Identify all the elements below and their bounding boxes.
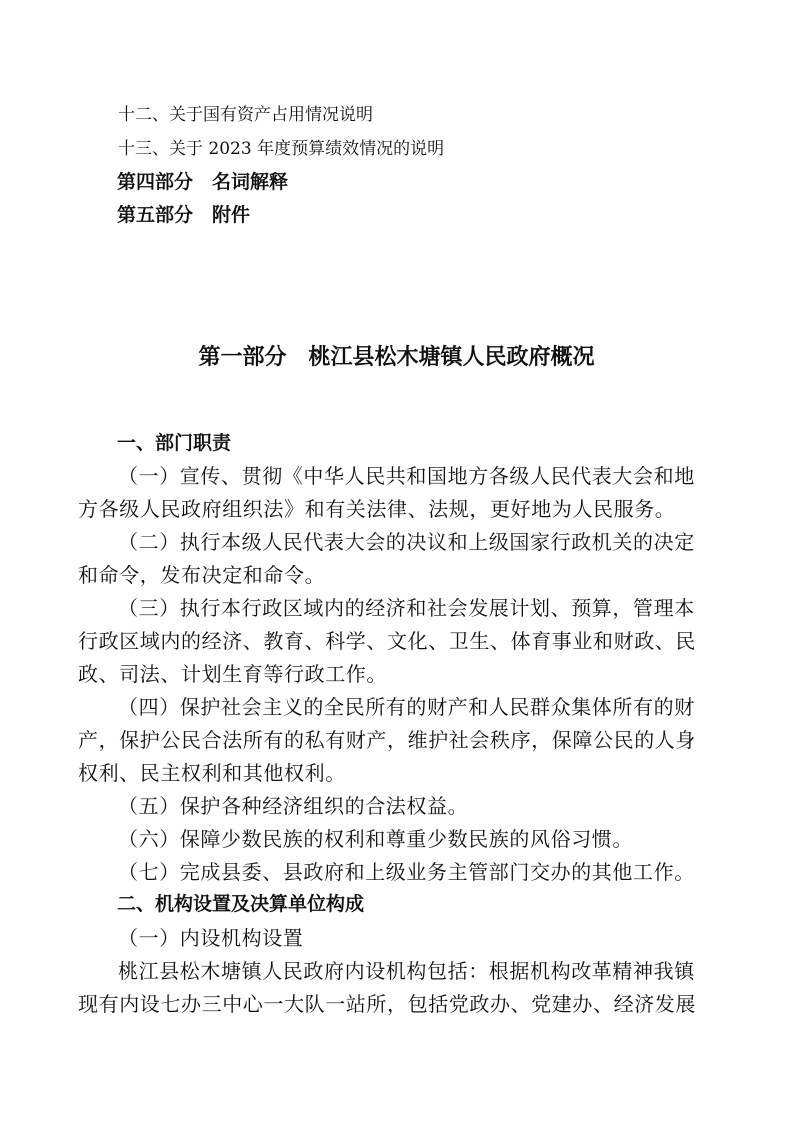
toc-part-5: 第五部分 附件 — [117, 204, 251, 226]
toc-item-12: 十二、关于国有资产占用情况说明 — [118, 105, 373, 125]
paragraph-line: （一）内设机构设置 — [118, 926, 304, 950]
paragraph-line: 权利、民主权利和其他权利。 — [78, 761, 346, 785]
paragraph-line: （三）执行本行政区域内的经济和社会发展计划、预算，管理本 — [118, 596, 695, 620]
toc-part-4: 第四部分 名词解释 — [117, 171, 289, 193]
paragraph-line: 方各级人民政府组织法》和有关法律、法规，更好地为人民服务。 — [78, 497, 676, 521]
paragraph-line: （六）保障少数民族的权利和尊重少数民族的风俗习惯。 — [118, 827, 633, 851]
paragraph-line: 政、司法、计划生育等行政工作。 — [78, 662, 387, 686]
paragraph-line: 行政区域内的经济、教育、科学、文化、卫生、体育事业和财政、民 — [78, 629, 696, 653]
paragraph-line: 桃江县松木塘镇人民政府内设机构包括：根据机构改革精神我镇 — [118, 959, 695, 983]
paragraph-line: （七）完成县委、县政府和上级业务主管部门交办的其他工作。 — [118, 860, 695, 884]
paragraph-line: （四）保护社会主义的全民所有的财产和人民群众集体所有的财 — [118, 695, 695, 719]
paragraph-line: 现有内设七办三中心一大队一站所，包括党政办、党建办、经济发展 — [78, 992, 696, 1016]
paragraph-line: （一）宣传、贯彻《中华人民共和国地方各级人民代表大会和地 — [118, 464, 695, 488]
toc-item-13: 十三、关于 2023 年度预算绩效情况的说明 — [118, 139, 445, 159]
page-title: 第一部分 桃江县松木塘镇人民政府概况 — [198, 345, 595, 370]
paragraph-line: 和命令，发布决定和命令。 — [78, 563, 326, 587]
paragraph-line: 产，保护公民合法所有的私有财产，维护社会秩序，保障公民的人身 — [78, 728, 696, 752]
paragraph-line: （五）保护各种经济组织的合法权益。 — [118, 794, 469, 818]
paragraph-line: （二）执行本级人民代表大会的决议和上级国家行政机关的决定 — [118, 530, 695, 554]
section-heading: 二、机构设置及决算单位构成 — [117, 893, 365, 915]
section-heading: 一、部门职责 — [117, 432, 232, 454]
